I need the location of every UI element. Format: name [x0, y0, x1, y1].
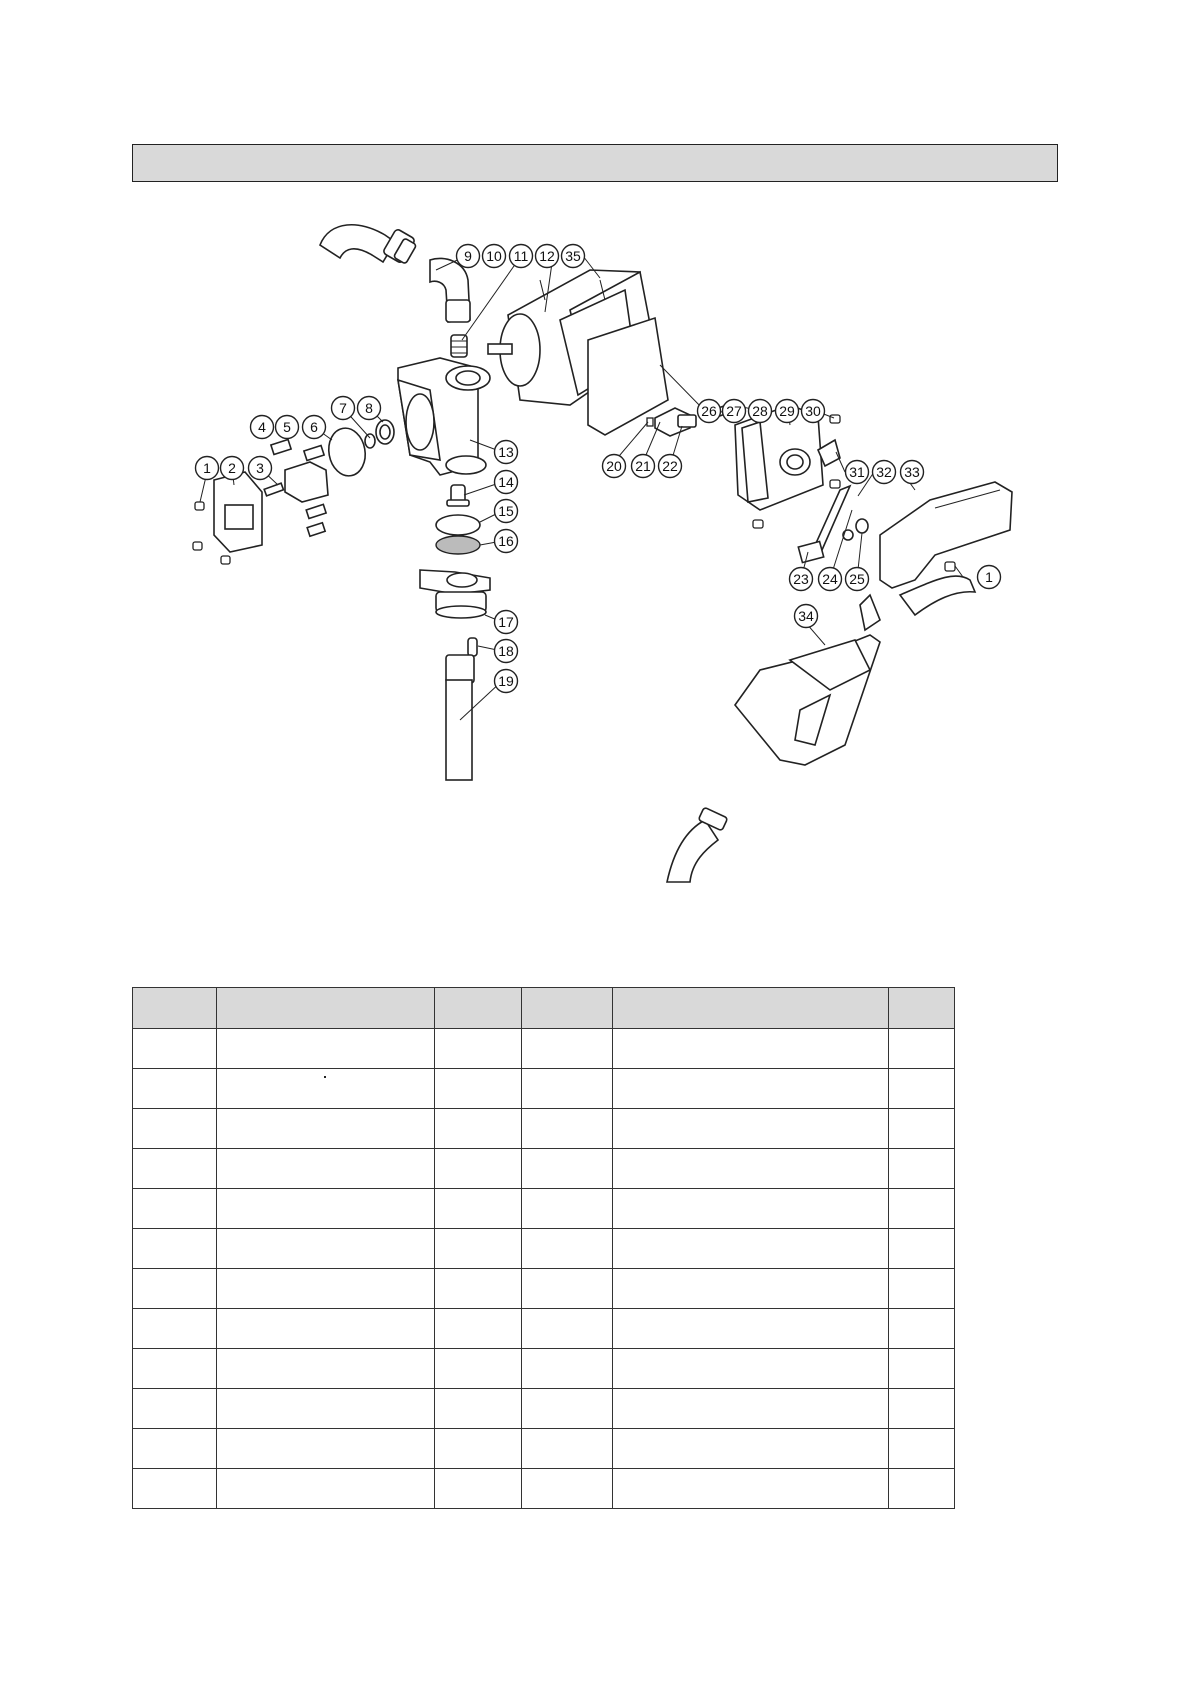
callout-23 [790, 568, 813, 591]
callout-31 [846, 461, 869, 484]
svg-text:18: 18 [498, 643, 514, 659]
table-cell [435, 1349, 522, 1389]
callout-12 [536, 245, 559, 268]
table-row [133, 1309, 955, 1349]
svg-text:31: 31 [849, 464, 865, 480]
table-cell [217, 1029, 435, 1069]
table-row [133, 1389, 955, 1429]
bypass-fitting [376, 420, 394, 444]
table-cell [435, 1429, 522, 1469]
svg-text:15: 15 [498, 503, 514, 519]
table-cell [133, 1149, 217, 1189]
callout-9 [457, 245, 480, 268]
table-cell [613, 1069, 889, 1109]
callout-25 [846, 568, 869, 591]
table-cell [889, 1389, 955, 1429]
washer [856, 519, 868, 533]
callout-20 [603, 455, 626, 478]
callout-26 [698, 400, 721, 423]
callout-30 [802, 400, 825, 423]
callout-33 [901, 461, 924, 484]
svg-text:8: 8 [365, 400, 373, 416]
svg-text:1: 1 [203, 460, 211, 476]
callout-19 [495, 670, 518, 693]
cover-seal [325, 425, 369, 479]
screw [830, 415, 840, 423]
callout-10 [483, 245, 506, 268]
svg-text:3: 3 [256, 460, 264, 476]
table-cell [133, 1029, 217, 1069]
table-cell [217, 1309, 435, 1349]
callout-15 [495, 500, 518, 523]
table-cell [435, 1469, 522, 1509]
callout-27 [723, 400, 746, 423]
column-header [889, 988, 955, 1029]
parts-list-table [132, 987, 955, 1509]
svg-text:12: 12 [539, 248, 555, 264]
svg-text:9: 9 [464, 248, 472, 264]
table-cell [613, 1429, 889, 1469]
rotor [264, 462, 328, 502]
callout-1b [978, 566, 1001, 589]
table-cell [889, 1229, 955, 1269]
table-cell [133, 1469, 217, 1509]
print-speck [324, 1076, 326, 1078]
table-cell [889, 1309, 955, 1349]
check-valve [447, 485, 469, 506]
spring [451, 335, 467, 357]
table-cell [889, 1029, 955, 1069]
callout-13 [495, 441, 518, 464]
elbow-fitting [430, 258, 470, 322]
table-cell [217, 1189, 435, 1229]
callout-14 [495, 471, 518, 494]
suction-pipe [446, 655, 474, 780]
pin [468, 638, 477, 656]
column-header [522, 988, 613, 1029]
vane [307, 523, 325, 537]
fuel-nozzle [735, 576, 975, 765]
svg-text:13: 13 [498, 444, 514, 460]
table-cell [522, 1069, 613, 1109]
callout-7 [332, 397, 355, 420]
callout-2 [221, 457, 244, 480]
svg-text:28: 28 [752, 403, 768, 419]
callout-28 [749, 400, 772, 423]
svg-text:11: 11 [513, 248, 529, 264]
callout-4 [251, 416, 274, 439]
svg-text:7: 7 [339, 400, 347, 416]
table-cell [522, 1469, 613, 1509]
table-cell [133, 1109, 217, 1149]
svg-text:21: 21 [635, 458, 651, 474]
svg-text:33: 33 [904, 464, 920, 480]
column-header [435, 988, 522, 1029]
table-cell [133, 1389, 217, 1429]
callout-3 [249, 457, 272, 480]
svg-text:17: 17 [498, 614, 514, 630]
table-cell [522, 1189, 613, 1229]
switch-assembly [647, 408, 696, 436]
table-cell [217, 1269, 435, 1309]
svg-text:24: 24 [822, 571, 838, 587]
table-cell [217, 1349, 435, 1389]
table-cell [613, 1109, 889, 1149]
table-row [133, 1349, 955, 1389]
table-cell [133, 1349, 217, 1389]
table-cell [522, 1309, 613, 1349]
table-cell [435, 1229, 522, 1269]
table-cell [435, 1269, 522, 1309]
svg-text:32: 32 [876, 464, 892, 480]
screw [753, 520, 763, 528]
table-cell [217, 1389, 435, 1429]
table-cell [522, 1389, 613, 1429]
pump-body [398, 358, 490, 475]
svg-text:25: 25 [849, 571, 865, 587]
vane [271, 439, 291, 454]
table-cell [522, 1109, 613, 1149]
table-cell [522, 1149, 613, 1189]
callout-1 [196, 457, 219, 480]
callout-32 [873, 461, 896, 484]
table-cell [217, 1469, 435, 1509]
table-cell [522, 1349, 613, 1389]
table-cell [133, 1069, 217, 1109]
table-cell [217, 1109, 435, 1149]
table-cell [435, 1149, 522, 1189]
inlet-hose [320, 225, 417, 264]
table-row [133, 1229, 955, 1269]
svg-text:10: 10 [486, 248, 502, 264]
table-row [133, 1069, 955, 1109]
table-cell [613, 1269, 889, 1309]
lever-pad [798, 541, 823, 562]
table-cell [889, 1469, 955, 1509]
screw [945, 562, 955, 571]
svg-text:22: 22 [662, 458, 678, 474]
table-cell [133, 1309, 217, 1349]
svg-text:34: 34 [798, 608, 814, 624]
table-cell [613, 1229, 889, 1269]
table-cell [435, 1029, 522, 1069]
callout-5 [276, 416, 299, 439]
table-row [133, 1029, 955, 1069]
table-cell [889, 1189, 955, 1229]
table-header-row [133, 988, 955, 1029]
callout-21 [632, 455, 655, 478]
table-cell [889, 1349, 955, 1389]
screw [830, 480, 840, 488]
column-header [217, 988, 435, 1029]
table-cell [613, 1309, 889, 1349]
table-cell [133, 1269, 217, 1309]
table-cell [889, 1149, 955, 1189]
table-row [133, 1469, 955, 1509]
callout-29 [776, 400, 799, 423]
filter-screen [436, 536, 480, 554]
table-cell [613, 1389, 889, 1429]
svg-text:20: 20 [606, 458, 622, 474]
svg-text:5: 5 [283, 419, 291, 435]
table-cell [435, 1069, 522, 1109]
svg-text:4: 4 [258, 419, 266, 435]
table-cell [435, 1189, 522, 1229]
svg-text:14: 14 [498, 474, 514, 490]
table-row [133, 1269, 955, 1309]
callout-22 [659, 455, 682, 478]
table-cell [889, 1429, 955, 1469]
table-cell [613, 1029, 889, 1069]
svg-text:1: 1 [985, 569, 993, 585]
svg-text:27: 27 [726, 403, 742, 419]
svg-text:29: 29 [779, 403, 795, 419]
table-cell [435, 1309, 522, 1349]
callout-16 [495, 530, 518, 553]
table-cell [217, 1429, 435, 1469]
inlet-flange [420, 570, 490, 618]
table-cell [522, 1229, 613, 1269]
callout-11 [510, 245, 533, 268]
table-row [133, 1189, 955, 1229]
table-cell [435, 1389, 522, 1429]
table-cell [217, 1229, 435, 1269]
table-cell [613, 1149, 889, 1189]
small-ring [365, 434, 375, 448]
callout-35 [562, 245, 585, 268]
table-cell [133, 1189, 217, 1229]
table-cell [133, 1429, 217, 1469]
svg-text:35: 35 [565, 248, 581, 264]
table-cell [889, 1269, 955, 1309]
pump-cover [214, 472, 262, 552]
outlet-hose [667, 807, 728, 882]
table-row [133, 1149, 955, 1189]
o-ring [436, 515, 480, 535]
table-cell [435, 1109, 522, 1149]
svg-text:16: 16 [498, 533, 514, 549]
callout-18 [495, 640, 518, 663]
table-row [133, 1109, 955, 1149]
table-cell [522, 1429, 613, 1469]
callout-34 [795, 605, 818, 628]
column-header [613, 988, 889, 1029]
table-cell [613, 1189, 889, 1229]
table-cell [217, 1069, 435, 1109]
vane [306, 504, 326, 518]
callout-6 [303, 416, 326, 439]
table-cell [217, 1149, 435, 1189]
table-cell [889, 1109, 955, 1149]
exploded-parts-diagram [0, 200, 1191, 900]
section-title-bar [132, 144, 1058, 182]
svg-text:26: 26 [701, 403, 717, 419]
table-cell [613, 1349, 889, 1389]
svg-text:30: 30 [805, 403, 821, 419]
vane [304, 445, 324, 460]
column-header [133, 988, 217, 1029]
table-body [133, 1029, 955, 1509]
table-row [133, 1429, 955, 1469]
table-cell [889, 1069, 955, 1109]
svg-text:6: 6 [310, 419, 318, 435]
table-cell [522, 1269, 613, 1309]
callout-17 [495, 611, 518, 634]
svg-text:23: 23 [793, 571, 809, 587]
svg-text:19: 19 [498, 673, 514, 689]
table-cell [522, 1029, 613, 1069]
callout-8 [358, 397, 381, 420]
table-cell [133, 1229, 217, 1269]
svg-text:2: 2 [228, 460, 236, 476]
callout-24 [819, 568, 842, 591]
table-cell [613, 1469, 889, 1509]
